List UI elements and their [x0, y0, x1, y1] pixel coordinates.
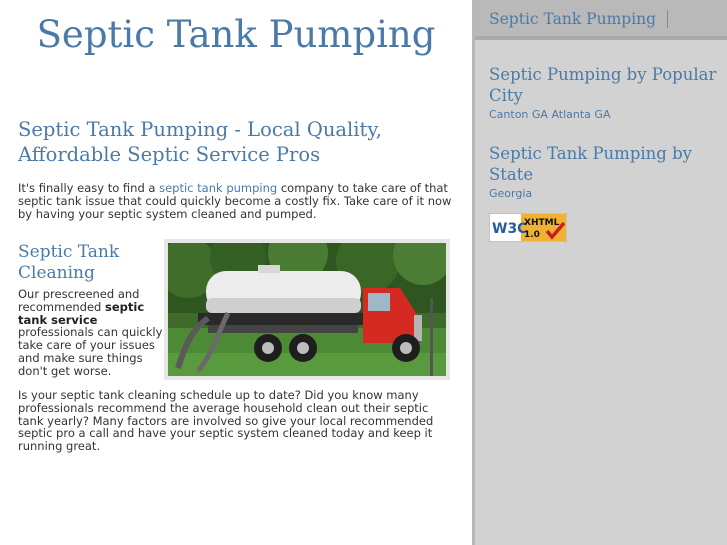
- sidebar-home-link[interactable]: Septic Tank Pumping: [489, 10, 657, 28]
- state-links: [489, 187, 723, 201]
- xhtml-text: XHTML: [524, 218, 560, 228]
- w3c-text: W3C: [492, 221, 528, 237]
- w3c-xhtml-badge[interactable]: [489, 213, 567, 242]
- intro-paragraph: [18, 182, 458, 221]
- city-link-canton[interactable]: Canton GA: [489, 108, 548, 121]
- site-title: Septic Tank Pumping: [36, 13, 436, 56]
- schedule-paragraph: Is your septic tank cleaning schedule up to date? Did you know many professionals recommend the average household clean out their septic tank yearly? Many factors are involved so give your local recommended septic pro a call and have your septic system cleaned today and keep it running great.: [18, 388, 434, 454]
- by-state-heading: Septic Tank Pumping by State: [489, 144, 692, 184]
- truck-photo: [164, 239, 450, 380]
- sidebar-header-separator: [667, 10, 668, 28]
- city-links: [489, 108, 723, 122]
- page-headline: Septic Tank Pumping - Local Quality, Affordable Septic Service Pros: [18, 118, 382, 166]
- section-heading: Septic Tank Cleaning: [18, 242, 120, 283]
- intro-text-before: It's finally easy to find a: [18, 181, 160, 195]
- city-link-atlanta[interactable]: Atlanta GA: [551, 108, 611, 121]
- w3c-badge-graphic: [489, 213, 567, 242]
- septic-tank-pumping-link[interactable]: septic tank pumping: [159, 181, 278, 195]
- sidebar: [475, 0, 727, 545]
- state-link-georgia[interactable]: Georgia: [489, 187, 533, 200]
- popular-city-heading: Septic Pumping by Popular City: [489, 65, 717, 105]
- sidebar-header-rule: [475, 36, 727, 40]
- section-text: [18, 288, 163, 378]
- septic-truck-image: [168, 243, 446, 376]
- sidebar-header: [475, 0, 727, 36]
- section-text-after: professionals can quickly take care of your issues and make sure things don't get worse.: [18, 325, 163, 378]
- intro-text-after: company to take care of that septic tank issue that could quickly become a costly fix. Take care of it now by having your septic system cleaned and pumped.: [18, 181, 452, 221]
- section-text-before: Our prescreened and recommended: [18, 287, 140, 314]
- xhtml-version: 1.0: [524, 230, 540, 240]
- section-text-bold: septic tank service: [18, 299, 145, 327]
